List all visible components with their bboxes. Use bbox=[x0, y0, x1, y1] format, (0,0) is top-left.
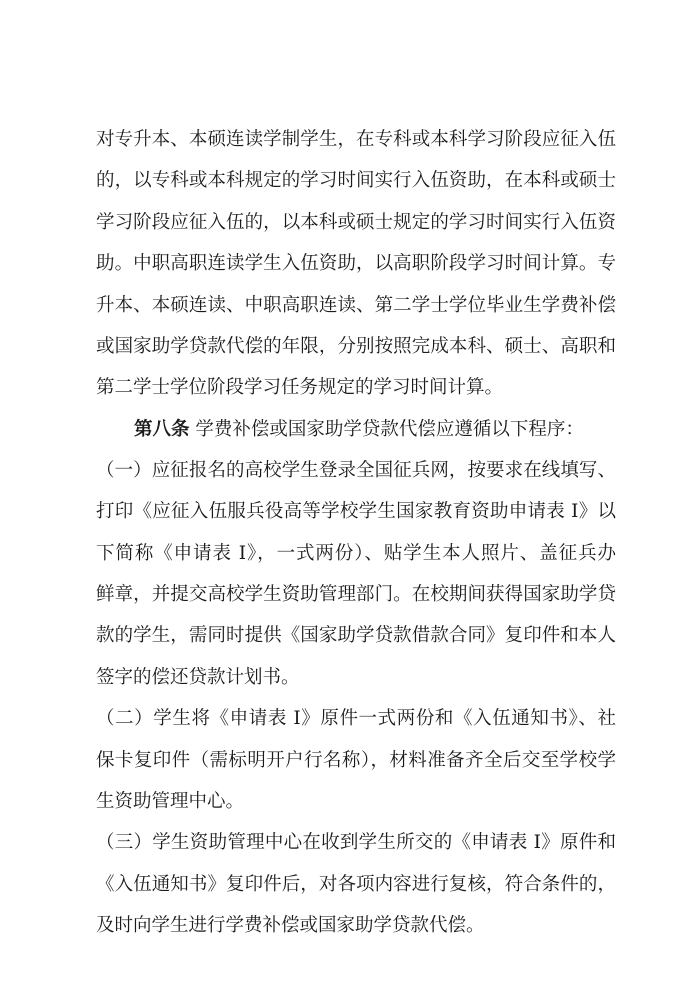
paragraph-1-line-3: 学习阶段应征入伍的，以本科或硕士规定的学习时间实行入伍资 bbox=[96, 212, 616, 233]
item-2-line-3: 生资助管理中心。 bbox=[96, 791, 245, 812]
article-8-text: 学费补偿或国家助学贷款代偿应遵循以下程序： bbox=[195, 419, 584, 440]
item-3-line-1: （三）学生资助管理中心在收到学生所交的《申请表 I》原件和 bbox=[96, 832, 616, 853]
item-3-line-2: 《入伍通知书》复印件后，对各项内容进行复核，符合条件的， bbox=[96, 874, 616, 895]
paragraph-1-line-5: 升本、本硕连读、中职高职连读、第二学士学位毕业生学费补偿 bbox=[96, 295, 616, 316]
article-8-heading: 第八条 bbox=[134, 419, 190, 440]
item-1-line-3: 下简称《申请表 I》，一式两份）、贴学生本人照片、盖征兵办 bbox=[96, 543, 616, 564]
item-1-line-4: 鲜章，并提交高校学生资助管理部门。在校期间获得国家助学贷 bbox=[96, 584, 616, 605]
paragraph-1-line-4: 助。中职高职连读学生入伍资助，以高职阶段学习时间计算。专 bbox=[96, 253, 616, 274]
item-2-line-1: （二）学生将《申请表 I》原件一式两份和《入伍通知书》、社 bbox=[96, 708, 616, 729]
paragraph-1-line-2: 的，以专科或本科规定的学习时间实行入伍资助，在本科或硕士 bbox=[96, 170, 616, 191]
paragraph-1-line-7: 第二学士学位阶段学习任务规定的学习时间计算。 bbox=[96, 377, 504, 398]
item-1-line-6: 签字的偿还贷款计划书。 bbox=[96, 667, 300, 688]
paragraph-1-line-1: 对专升本、本硕连读学制学生，在专科或本科学习阶段应征入伍 bbox=[96, 129, 616, 150]
paragraph-1-line-6: 或国家助学贷款代偿的年限，分别按照完成本科、硕士、高职和 bbox=[96, 336, 616, 357]
item-1-line-2: 打印《应征入伍服兵役高等学校学生国家教育资助申请表 I》以 bbox=[96, 501, 616, 522]
article-8-line bbox=[134, 418, 616, 442]
item-1-line-5: 款的学生，需同时提供《国家助学贷款借款合同》复印件和本人 bbox=[96, 625, 616, 646]
item-3-line-3: 及时向学生进行学费补偿或国家助学贷款代偿。 bbox=[96, 915, 485, 936]
item-2-line-2: 保卡复印件（需标明开户行名称），材料准备齐全后交至学校学 bbox=[96, 750, 616, 771]
item-1-line-1: （一）应征报名的高校学生登录全国征兵网，按要求在线填写、 bbox=[96, 460, 616, 481]
